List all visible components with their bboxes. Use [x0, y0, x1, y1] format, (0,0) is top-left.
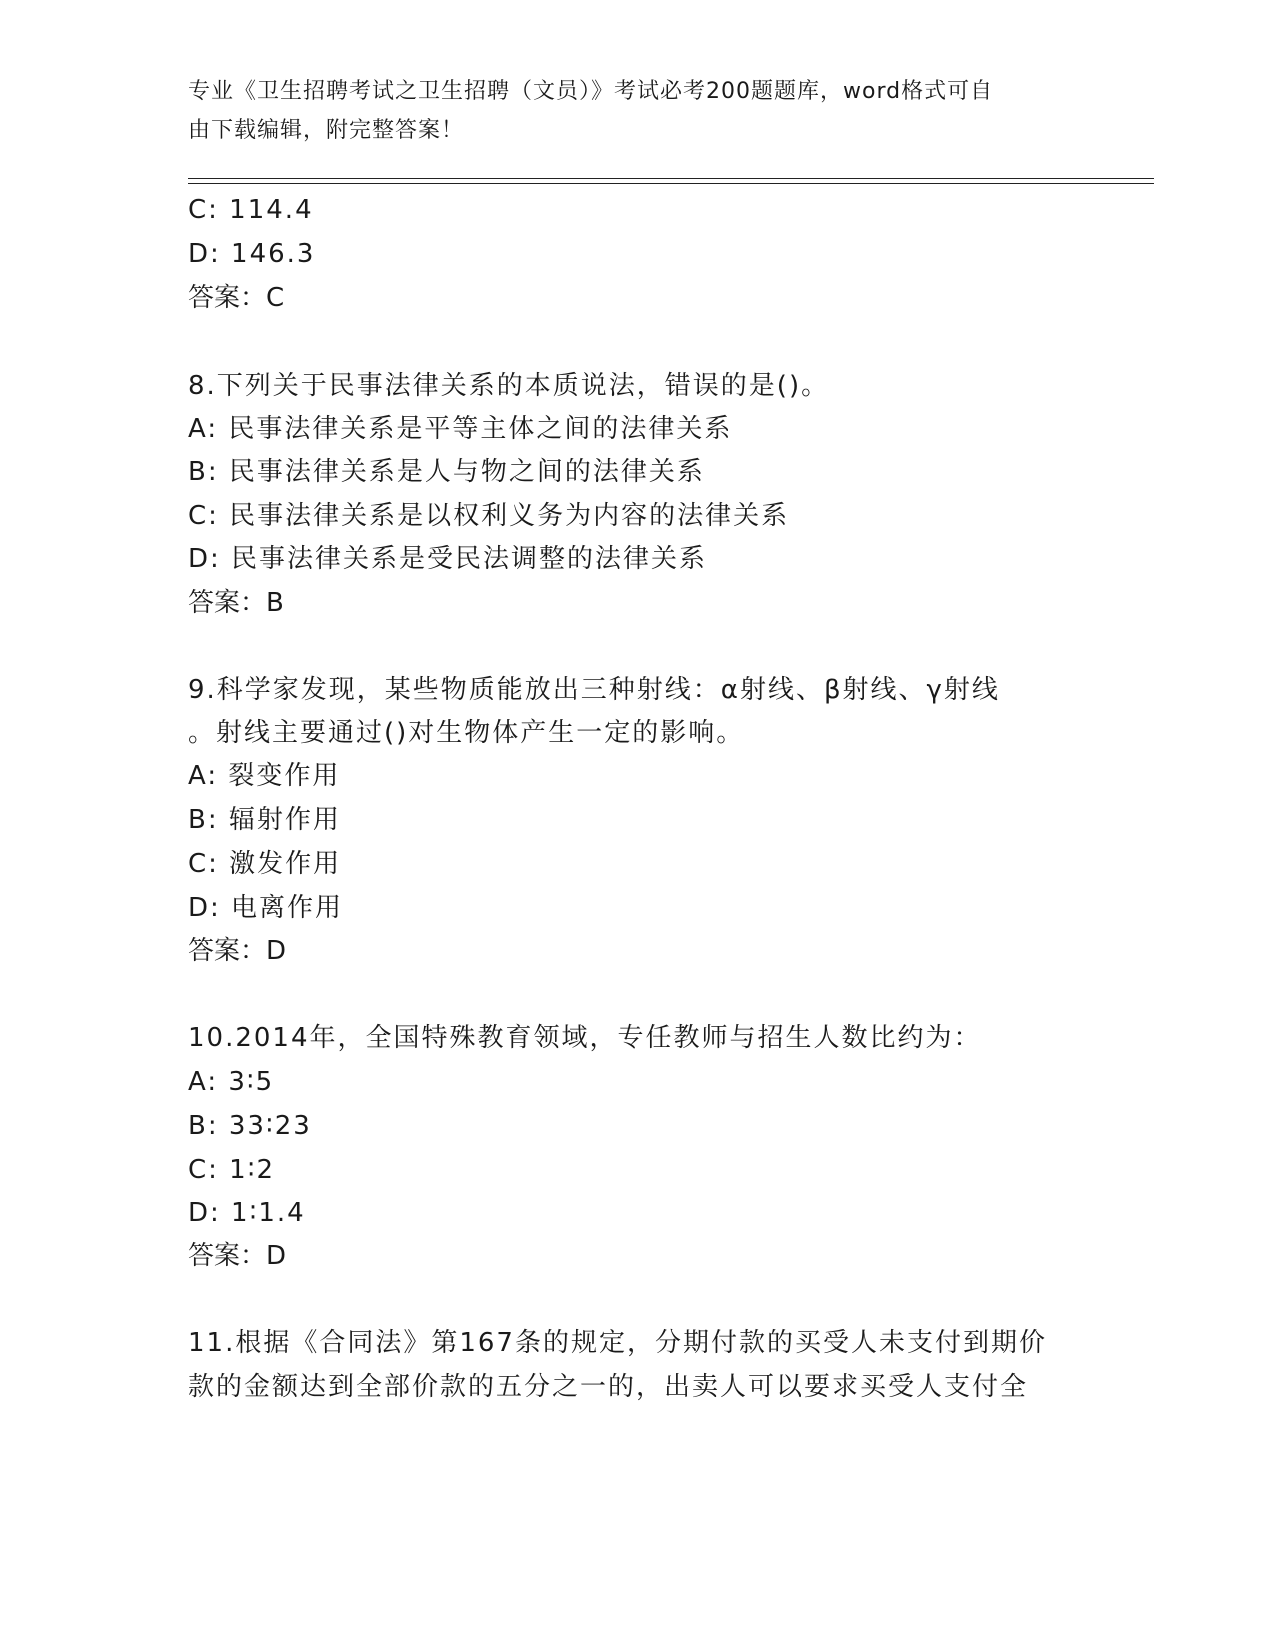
q9-stem-line-1: 9.科学家发现，某些物质能放出三种射线：α射线、β射线、γ射线	[188, 675, 1000, 705]
q10-option-d: D: 1∶1.4	[188, 1198, 306, 1228]
q9-option-c: C: 激发作用	[188, 849, 342, 879]
q8-option-d: D: 民事法律关系是受民法调整的法律关系	[188, 544, 708, 574]
q9-option-a: A: 裂变作用	[188, 761, 341, 791]
header-divider-top	[188, 178, 1154, 179]
q9-option-b: B: 辐射作用	[188, 805, 341, 835]
header-line-2: 由下载编辑，附完整答案！	[188, 118, 465, 143]
q10-option-b: B: 33∶23	[188, 1111, 312, 1141]
q10-option-a: A: 3∶5	[188, 1067, 275, 1097]
q10-answer: 答案：D	[188, 1241, 287, 1271]
header-line-1: 专业《卫生招聘考试之卫生招聘（文员）》考试必考200题题库，word格式可自	[188, 79, 994, 104]
q11-stem-line-1: 11.根据《合同法》第167条的规定，分期付款的买受人未支付到期价	[188, 1328, 1047, 1358]
q8-option-b: B: 民事法律关系是人与物之间的法律关系	[188, 457, 705, 487]
q8-stem: 8.下列关于民事法律关系的本质说法，错误的是()。	[188, 371, 830, 401]
q8-answer: 答案：B	[188, 588, 284, 618]
q10-stem: 10.2014年，全国特殊教育领域，专任教师与招生人数比约为：	[188, 1023, 982, 1053]
q9-stem-line-2: 。射线主要通过()对生物体产生一定的影响。	[188, 718, 745, 748]
q7-answer: 答案：C	[188, 283, 285, 313]
q8-option-a: A: 民事法律关系是平等主体之间的法律关系	[188, 414, 733, 444]
q10-option-c: C: 1∶2	[188, 1155, 276, 1185]
q9-answer: 答案：D	[188, 936, 287, 966]
header-divider-bottom	[188, 183, 1154, 184]
q7-option-c: C: 114.4	[188, 195, 314, 225]
document-header	[188, 72, 1068, 150]
q11-stem-line-2: 款的金额达到全部价款的五分之一的，出卖人可以要求买受人支付全	[188, 1372, 1029, 1402]
q8-option-c: C: 民事法律关系是以权利义务为内容的法律关系	[188, 501, 790, 531]
q9-option-d: D: 电离作用	[188, 893, 344, 923]
q7-option-d: D: 146.3	[188, 239, 316, 269]
